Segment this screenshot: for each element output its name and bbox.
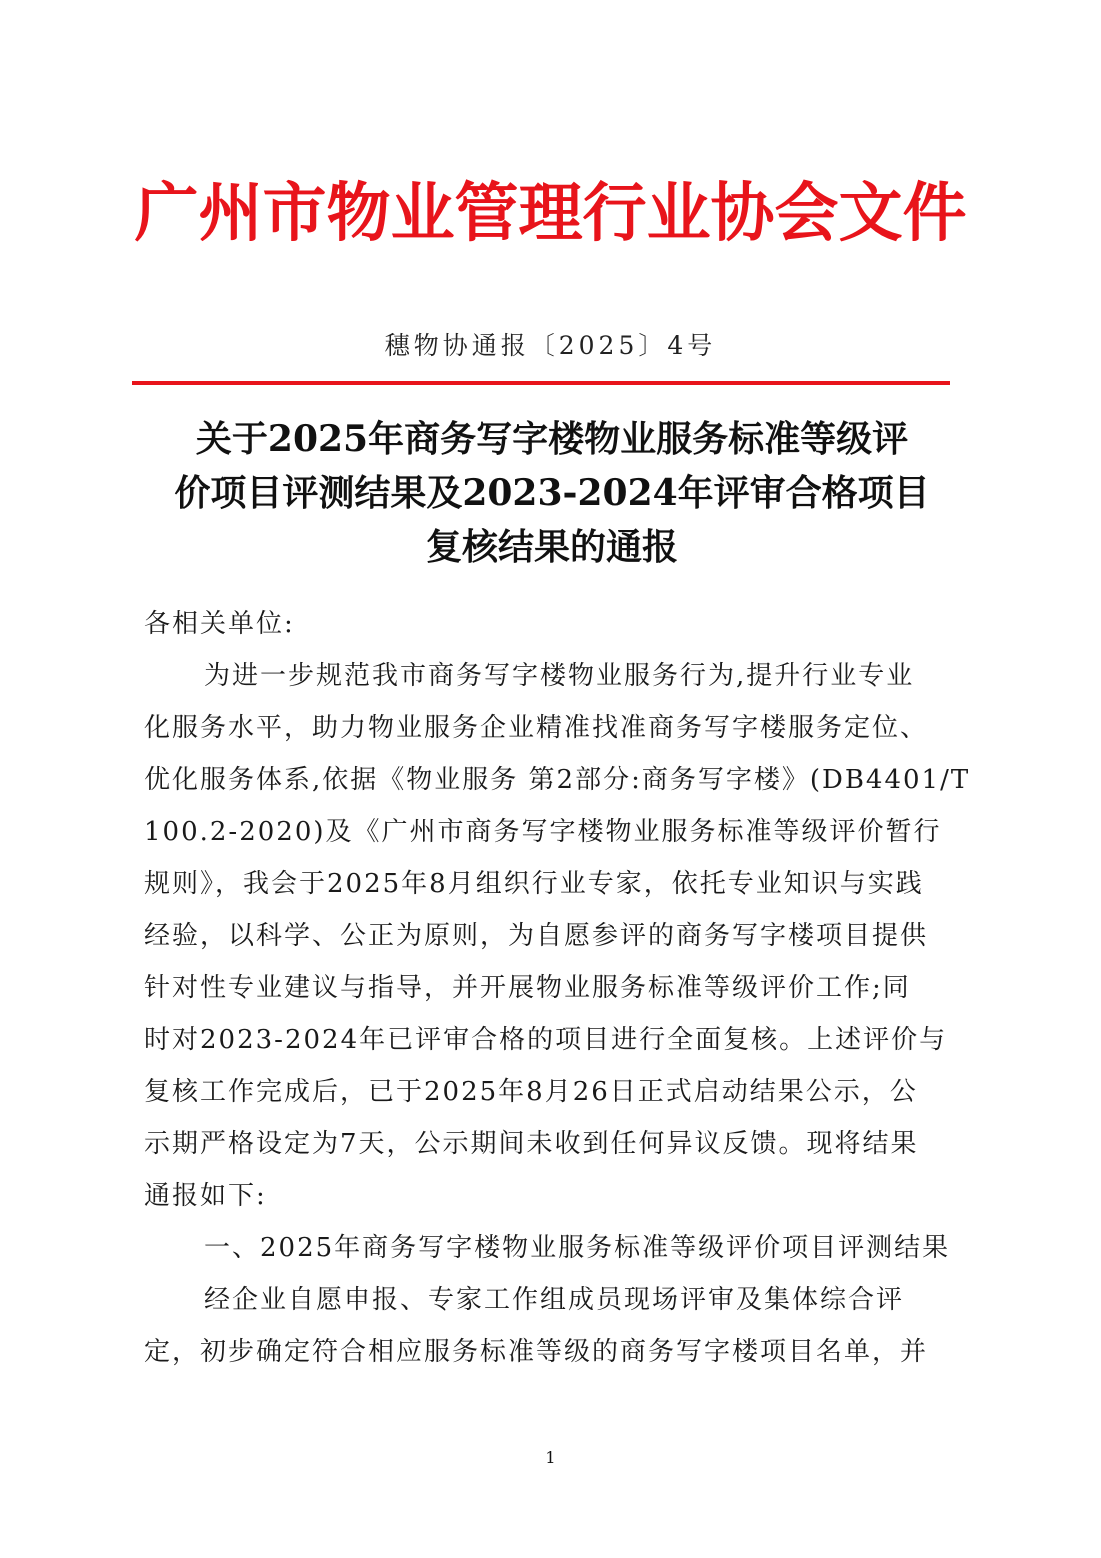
body-line: 优化服务体系,依据《物业服务 第2部分:商务写字楼》(DB4401/T [144, 765, 971, 795]
body-line: 规则》，我会于2025年8月组织行业专家，依托专业知识与实践 [144, 869, 924, 899]
notice-title-line: 关于2025年商务写字楼物业服务标准等级评 [195, 418, 909, 460]
salutation: 各相关单位: [144, 609, 295, 639]
notice-title-line: 价项目评测结果及2023-2024年评审合格项目 [174, 472, 930, 514]
issuing-authority-title: 广州市物业管理行业协会文件 [134, 176, 967, 251]
section-line: 经企业自愿申报、专家工作组成员现场评审及集体综合评 [204, 1285, 905, 1315]
body-line: 针对性专业建议与指导，并开展物业服务标准等级评价工作;同 [144, 973, 911, 1003]
body-line: 时对2023-2024年已评审合格的项目进行全面复核。上述评价与 [144, 1025, 948, 1055]
body-line: 100.2-2020)及《广州市商务写字楼物业服务标准等级评价暂行 [144, 817, 942, 847]
body-line: 经验，以科学、公正为原则，为自愿参评的商务写字楼项目提供 [144, 921, 929, 951]
section-line: 定，初步确定符合相应服务标准等级的商务写字楼项目名单，并 [144, 1337, 929, 1367]
document-number: 穗物协通报〔2025〕4号 [384, 331, 717, 360]
notice-title [132, 412, 972, 574]
section-heading: 一、2025年商务写字楼物业服务标准等级评价项目评测结果 [204, 1233, 951, 1263]
body-line: 通报如下: [144, 1181, 267, 1211]
notice-title-line: 复核结果的通报 [425, 526, 678, 568]
body-line: 复核工作完成后，已于2025年8月26日正式启动结果公示，公 [144, 1077, 918, 1107]
body-line: 示期严格设定为7天，公示期间未收到任何异议反馈。现将结果 [144, 1129, 919, 1159]
body-line: 化服务水平，助力物业服务企业精准找准商务写字楼服务定位、 [144, 713, 929, 743]
red-divider-line [132, 381, 950, 385]
page-number: 1 [545, 1448, 556, 1467]
body-line: 为进一步规范我市商务写字楼物业服务行为,提升行业专业 [204, 661, 915, 691]
document-body [144, 598, 971, 1378]
